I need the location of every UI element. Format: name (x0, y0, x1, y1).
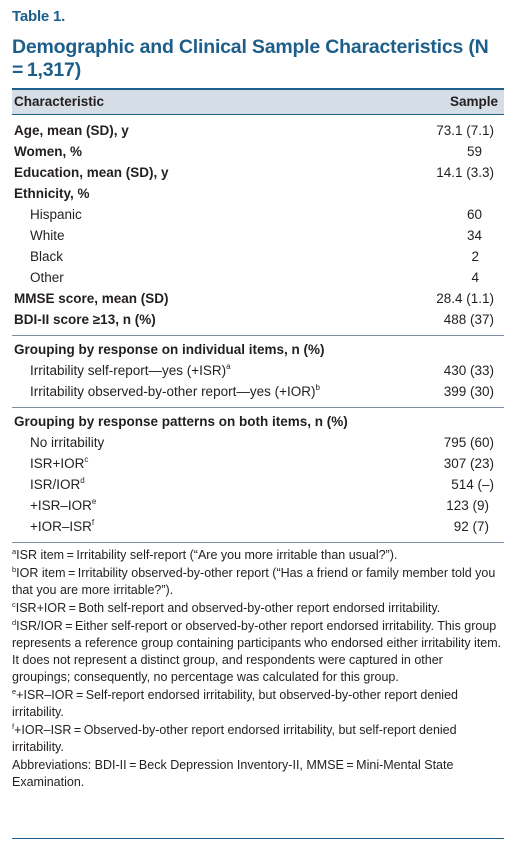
footnote: $^c$ISR+IOR = Both self-report and observed-by-other report endorsed irritability. (12, 600, 441, 615)
row-label: Irritability self-report—yes $(+ISR)^a$ (30, 362, 231, 378)
footnote: $^a$ISR item = Irritability self-report (“Are you more irritable than usual?”). (12, 547, 398, 562)
row-value: 307 (23) (443, 456, 494, 471)
section-divider (12, 335, 504, 336)
table-row (12, 383, 504, 403)
table-row (12, 362, 504, 382)
section-heading: Grouping by response patterns on both items, n (%) (14, 414, 348, 429)
row-label: BDI-II score ≥13, n (%) (14, 312, 156, 327)
row-label: $+IOR-ISR^f$ (30, 518, 95, 534)
table-row (12, 476, 504, 496)
row-value: 514 (–) (451, 477, 494, 492)
row-label: Education, mean (SD), y (14, 165, 169, 180)
bottom-rule (12, 838, 504, 839)
table-row (12, 269, 504, 289)
row-value: 123 (9) (446, 498, 489, 513)
table-label: Table 1. (12, 8, 66, 25)
table-row (12, 518, 504, 538)
row-label: $ISR+IOR^c$ (30, 455, 89, 471)
row-label: Irritability observed-by-other report—yes $(+IOR)^b$ (30, 383, 320, 399)
row-label: MMSE score, mean (SD) (14, 291, 169, 306)
abbreviations-note: Abbreviations: BDI-II = Beck Depression Inventory-II, MMSE = Mini-Mental State Examination. (12, 758, 454, 789)
footnote: $^e$+ISR–IOR = Self-report endorsed irritability, but observed-by-other report denied irritability. (12, 687, 458, 719)
row-value: 60 (466, 207, 482, 222)
table-row (12, 122, 504, 142)
table-row (12, 455, 504, 475)
footnote: $^b$IOR item = Irritability observed-by-other report (“Has a friend or family member told you that you are more irritable?”). (12, 565, 496, 597)
row-label: $+ISR-IOR^e$ (30, 497, 97, 513)
section-divider (12, 407, 504, 408)
table-row (12, 248, 504, 268)
header-characteristic: Characteristic (14, 94, 105, 109)
row-value: 488 (37) (443, 312, 494, 327)
table-row (12, 164, 504, 184)
table-row (12, 434, 504, 454)
section-heading: Grouping by response on individual items, n (%) (14, 342, 325, 357)
row-label: Other (30, 270, 64, 285)
row-value: 4 (471, 270, 479, 285)
header-rule (12, 114, 504, 115)
row-value: 59 (466, 144, 482, 159)
row-label: ISR/IOR$^d$ (30, 476, 85, 492)
row-value: 73.1 (7.1) (436, 123, 494, 138)
row-label: Ethnicity, % (14, 186, 90, 201)
row-value: 14.1 (3.3) (436, 165, 494, 180)
table-row (12, 206, 504, 226)
row-value: 399 (30) (443, 384, 494, 399)
table-row (12, 185, 504, 205)
table-header (12, 90, 504, 114)
row-value: 92 (7) (453, 519, 489, 534)
row-value: 430 (33) (443, 363, 494, 378)
row-value: 34 (466, 228, 482, 243)
table-row (12, 143, 504, 163)
row-label: Black (30, 249, 64, 264)
row-label: Hispanic (30, 207, 82, 222)
row-value: 2 (471, 249, 479, 264)
row-label: Age, mean (SD), y (14, 123, 129, 138)
section-divider (12, 542, 504, 543)
row-value: 795 (60) (443, 435, 494, 450)
table-row (12, 290, 504, 310)
footnote: $^f$+IOR–ISR = Observed-by-other report endorsed irritability, but self-report denied irritability. (12, 722, 457, 754)
table-row (12, 341, 504, 361)
footnotes (12, 547, 504, 792)
row-value: 28.4 (1.1) (436, 291, 494, 306)
row-label: No irritability (30, 435, 105, 450)
table-title: Demographic and Clinical Sample Characteristics (N = 1,317) (12, 36, 493, 81)
table-row (12, 497, 504, 517)
table-row (12, 413, 504, 433)
header-sample: Sample (449, 94, 498, 109)
footnote: $^d$ISR/IOR = Either self-report or observed-by-other report endorsed irritability. This group represents a reference group containing participants who endorsed either irritability item. It does not represent a distinct group, and respondents were captured in other groupings; consequently, no percentage was calculated for this group. (12, 618, 502, 684)
row-label: Women, % (14, 144, 83, 159)
table-row (12, 311, 504, 331)
row-label: White (30, 228, 65, 243)
table-row (12, 227, 504, 247)
